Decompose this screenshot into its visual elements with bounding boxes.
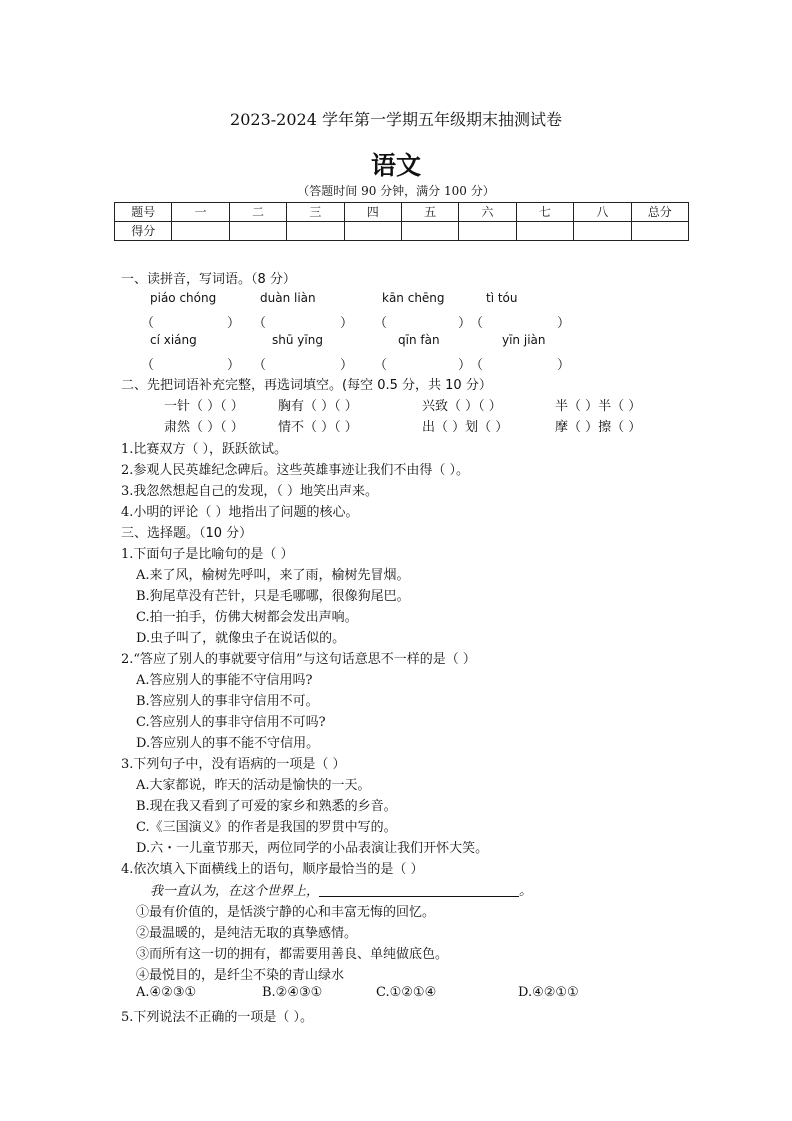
section3-heading: 三、选择题。（10 分） bbox=[121, 526, 253, 541]
choice-question-4: 4.依次填入下面横线上的语句，顺序最恰当的是（ ） bbox=[121, 862, 424, 877]
answer-paren-close: ） bbox=[227, 358, 241, 373]
q4-choice: A.④②③① bbox=[136, 985, 197, 1000]
score-cell[interactable] bbox=[516, 222, 573, 241]
score-header-cell: 五 bbox=[401, 203, 458, 222]
score-header-cell: 七 bbox=[516, 203, 573, 222]
score-header-cell: 三 bbox=[287, 203, 344, 222]
answer-paren-open: （ bbox=[141, 358, 155, 373]
subject-title: 语文 bbox=[370, 151, 421, 180]
answer-paren-close: ） bbox=[458, 358, 472, 373]
answer-paren-close: ） bbox=[340, 316, 354, 331]
pinyin-item: kān chēng bbox=[382, 291, 445, 305]
answer-paren-open: （ bbox=[253, 316, 267, 331]
score-table bbox=[114, 202, 689, 241]
option-item: C.答应别人的事非守信用不可吗? bbox=[136, 715, 326, 730]
idiom-item: 肃然（ ）（ ） bbox=[164, 420, 244, 435]
q4-blank-line[interactable] bbox=[319, 883, 519, 897]
idiom-item: 一针（ ）（ ） bbox=[164, 399, 244, 414]
score-cell[interactable] bbox=[172, 222, 229, 241]
answer-paren-open: （ bbox=[141, 316, 155, 331]
option-item: C.拍一拍手，仿佛大树都会发出声响。 bbox=[136, 610, 358, 625]
pinyin-item: piáo chóng bbox=[150, 291, 217, 305]
fill-question-4: 4.小明的评论（ ）地指出了问题的核心。 bbox=[121, 505, 359, 520]
answer-paren-close: ） bbox=[458, 316, 472, 331]
pinyin-item: yīn jiàn bbox=[502, 333, 546, 347]
q4-item: ④最悦目的，是纤尘不染的青山绿水 bbox=[136, 968, 345, 983]
choice-question-5: 5.下列说法不正确的一项是（ ）。 bbox=[121, 1010, 314, 1025]
idiom-item: 情不（ ）（ ） bbox=[278, 420, 358, 435]
pinyin-item: cí xiáng bbox=[150, 333, 197, 347]
option-item: D.虫子叫了，就像虫子在说话似的。 bbox=[136, 631, 346, 646]
idiom-item: 兴致（ ）（ ） bbox=[422, 399, 502, 414]
answer-paren-open: （ bbox=[470, 316, 484, 331]
answer-paren-open: （ bbox=[470, 358, 484, 373]
score-header-cell: 总分 bbox=[631, 203, 688, 222]
choice-question-1: 1.下面句子是比喻句的是（ ） bbox=[121, 547, 294, 562]
idiom-item: 半（ ）半（ ） bbox=[555, 399, 642, 414]
score-header-cell: 题号 bbox=[115, 203, 172, 222]
answer-paren-open: （ bbox=[374, 316, 388, 331]
answer-paren-close: ） bbox=[340, 358, 354, 373]
score-header-cell: 二 bbox=[229, 203, 286, 222]
score-cell[interactable] bbox=[344, 222, 401, 241]
score-cell[interactable] bbox=[401, 222, 458, 241]
score-table-header-row bbox=[115, 203, 689, 222]
answer-paren-close: ） bbox=[227, 316, 241, 331]
section1-heading: 一、读拼音，写词语。（8 分） bbox=[121, 272, 296, 287]
pinyin-item: shū yīng bbox=[272, 333, 323, 347]
score-header-cell: 六 bbox=[459, 203, 516, 222]
option-item: C.《三国演义》的作者是我国的罗贯中写的。 bbox=[136, 820, 397, 835]
idiom-item: 胸有（ ）（ ） bbox=[278, 399, 358, 414]
q4-stem bbox=[150, 880, 532, 899]
score-table-score-row bbox=[115, 222, 689, 241]
fill-question-2: 2.参观人民英雄纪念碑后。这些英雄事迹让我们不由得（ ）。 bbox=[121, 463, 470, 478]
option-item: B.现在我又看到了可爱的家乡和熟悉的乡音。 bbox=[136, 799, 397, 814]
q4-stem-after: 。 bbox=[519, 884, 533, 899]
exam-note: （答题时间 90 分钟，满分 100 分） bbox=[297, 184, 495, 198]
score-cell[interactable] bbox=[459, 222, 516, 241]
q4-item: ②最温暖的，是纯洁无取的真挚感情。 bbox=[136, 926, 358, 941]
option-item: B.狗尾草没有芒针，只是毛哪哪，很像狗尾巴。 bbox=[136, 589, 410, 604]
score-cell[interactable] bbox=[631, 222, 688, 241]
answer-paren-close: ） bbox=[557, 358, 571, 373]
pinyin-item: qīn fàn bbox=[398, 333, 440, 347]
idiom-item: 出（ ）划（ ） bbox=[422, 420, 509, 435]
pinyin-item: duàn liàn bbox=[260, 291, 316, 305]
answer-paren-close: ） bbox=[557, 316, 571, 331]
fill-question-1: 1.比赛双方（ ），跃跃欲试。 bbox=[121, 442, 288, 457]
answer-paren-open: （ bbox=[253, 358, 267, 373]
q4-stem-before: 我一直认为，在这个世界上， bbox=[150, 884, 320, 899]
pinyin-item: tì tóu bbox=[486, 291, 518, 305]
q4-choice: B.②④③① bbox=[262, 985, 323, 1000]
section2-heading: 二、先把词语补充完整，再选词填空。(每空 0.5 分，共 10 分） bbox=[121, 378, 492, 393]
choice-question-2: 2.“答应了别人的事就要守信用”与这句话意思不一样的是（ ） bbox=[121, 652, 476, 667]
option-item: A.大家都说，昨天的活动是愉快的一天。 bbox=[136, 778, 371, 793]
q4-item: ③而所有这一切的拥有，都需要用善良、单纯做底色。 bbox=[136, 947, 449, 962]
score-cell[interactable] bbox=[574, 222, 631, 241]
score-cell[interactable] bbox=[287, 222, 344, 241]
score-header-cell: 一 bbox=[172, 203, 229, 222]
q4-choice: D.④②①① bbox=[518, 985, 579, 1000]
choice-question-3: 3.下列句子中，没有语病的一项是（ ） bbox=[121, 757, 346, 772]
score-header-cell: 八 bbox=[574, 203, 631, 222]
option-item: A.来了风，榆树先呼叫，来了雨，榆树先冒烟。 bbox=[136, 568, 410, 583]
option-item: D.六・一儿童节那天，两位同学的小品表演让我们开怀大笑。 bbox=[136, 841, 489, 856]
exam-title: 2023-2024 学年第一学期五年级期末抽测试卷 bbox=[230, 110, 562, 129]
option-item: B.答应别人的事非守信用不可。 bbox=[136, 694, 319, 709]
score-header-cell: 四 bbox=[344, 203, 401, 222]
answer-paren-open: （ bbox=[374, 358, 388, 373]
score-row-label: 得分 bbox=[115, 222, 172, 241]
q4-choice: C.①②①④ bbox=[376, 985, 437, 1000]
option-item: D.答应别人的事不能不守信用。 bbox=[136, 736, 320, 751]
q4-item: ①最有价值的，是恬淡宁静的心和丰富无悔的回忆。 bbox=[136, 905, 436, 920]
idiom-item: 摩（ ）擦（ ） bbox=[555, 420, 642, 435]
fill-question-3: 3.我忽然想起自己的发现，（ ）地笑出声来。 bbox=[121, 484, 379, 499]
score-cell[interactable] bbox=[229, 222, 286, 241]
option-item: A.答应别人的事能不守信用吗? bbox=[136, 673, 313, 688]
